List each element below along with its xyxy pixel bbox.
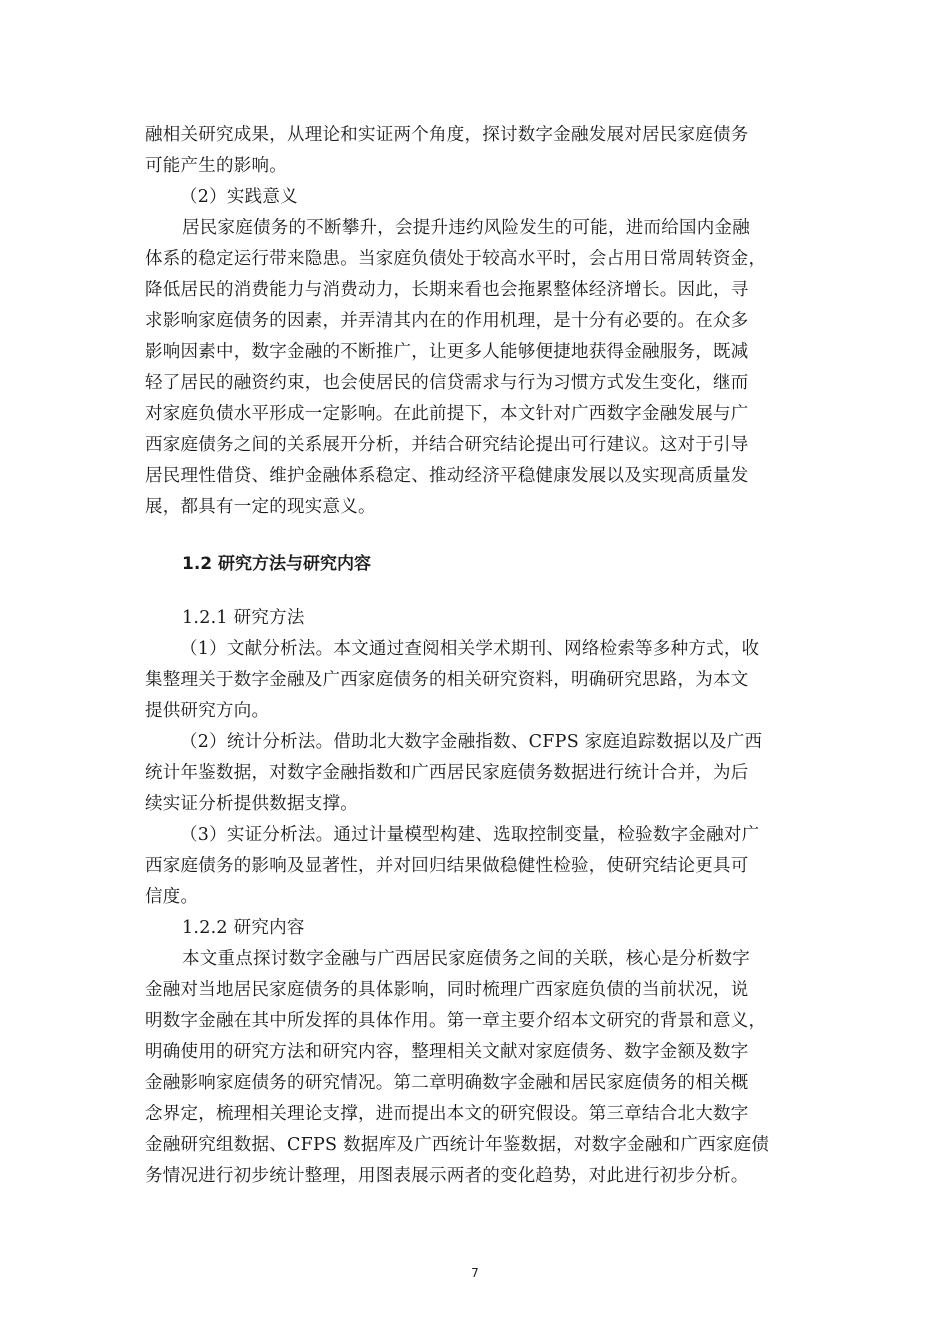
- text-line: 续实证分析提供数据支撑。: [145, 794, 358, 814]
- text-line: 西家庭债务的影响及显著性，并对回归结果做稳健性检验，使研究结论更具可: [145, 856, 749, 876]
- text-line: （3）实证分析法。通过计量模型构建、选取控制变量，检验数字金融对广: [180, 825, 760, 845]
- text-line: 明数字金融在其中所发挥的具体作用。第一章主要介绍本文研究的背景和意义，: [145, 1011, 767, 1031]
- text-line: 可能产生的影响。: [145, 156, 287, 176]
- text-line: （1）文献分析法。本文通过查阅相关学术期刊、网络检索等多种方式，收: [180, 639, 760, 659]
- text-line: 轻了居民的融资约束，也会使居民的信贷需求与行为习惯方式发生变化，继而: [145, 373, 749, 393]
- paragraph-research-significance-theory-end: [145, 120, 810, 182]
- text-line: 金融对当地居民家庭债务的具体影响，同时梳理广西家庭负债的当前状况，说: [145, 980, 749, 1000]
- paragraph-research-content: [145, 944, 810, 1192]
- text-line: 对家庭负债水平形成一定影响。在此前提下，本文针对广西数字金融发展与广: [145, 404, 749, 424]
- text-line: 金融影响家庭债务的研究情况。第二章明确数字金融和居民家庭债务的相关概: [145, 1073, 749, 1093]
- text-line: 展，都具有一定的现实意义。: [145, 497, 376, 517]
- text-line: 居民理性借贷、维护金融体系稳定、推动经济平稳健康发展以及实现高质量发: [145, 466, 749, 486]
- subsection-heading-1-2-2: 1.2.2 研究内容: [182, 918, 305, 938]
- text-line: 信度。: [145, 887, 199, 907]
- text-line: 统计年鉴数据，对数字金融指数和广西居民家庭债务数据进行统计合并，为后: [145, 763, 749, 783]
- text-line: 降低居民的消费能力与消费动力，长期来看也会拖累整体经济增长。因此，寻: [145, 280, 749, 300]
- document-body: [145, 120, 810, 1192]
- section-heading-1-2: 1.2 研究方法与研究内容: [182, 554, 372, 574]
- paragraph-statistical-analysis: [145, 727, 810, 820]
- text-line: 本文重点探讨数字金融与广西居民家庭债务之间的关联，核心是分析数字: [182, 949, 750, 969]
- text-line: 念界定，梳理相关理论支撑，进而提出本文的研究假设。第三章结合北大数字: [145, 1104, 749, 1124]
- text-line: 融相关研究成果，从理论和实证两个角度，探讨数字金融发展对居民家庭债务: [145, 125, 749, 145]
- text-line: 求影响家庭债务的因素，并弄清其内在的作用机理，是十分有必要的。在众多: [145, 311, 749, 331]
- subsection-heading-1-2-1: 1.2.1 研究方法: [182, 608, 305, 628]
- subheading-practical-significance: （2）实践意义: [180, 187, 298, 207]
- text-line: 提供研究方向。: [145, 701, 270, 721]
- text-line: 体系的稳定运行带来隐患。当家庭负债处于较高水平时，会占用日常周转资金，: [145, 249, 767, 269]
- paragraph-empirical-analysis: [145, 820, 810, 913]
- text-line: （2）统计分析法。借助北大数字金融指数、CFPS 家庭追踪数据以及广西: [180, 732, 763, 752]
- paragraph-literature-analysis: [145, 634, 810, 727]
- text-line: 明确使用的研究方法和研究内容，整理相关文献对家庭债务、数字金额及数字: [145, 1042, 749, 1062]
- text-line: 影响因素中，数字金融的不断推广，让更多人能够便捷地获得金融服务，既减: [145, 342, 749, 362]
- text-line: 居民家庭债务的不断攀升，会提升违约风险发生的可能，进而给国内金融: [182, 218, 750, 238]
- text-line: 金融研究组数据、CFPS 数据库及广西统计年鉴数据，对数字金融和广西家庭债: [145, 1135, 770, 1155]
- text-line: 务情况进行初步统计整理，用图表展示两者的变化趋势，对此进行初步分析。: [145, 1166, 749, 1186]
- text-line: 西家庭债务之间的关系展开分析，并结合研究结论提出可行建议。这对于引导: [145, 435, 749, 455]
- paragraph-practical-significance: [145, 213, 810, 523]
- text-line: 集整理关于数字金融及广西家庭债务的相关研究资料，明确研究思路，为本文: [145, 670, 749, 690]
- page-number: 7: [471, 1266, 479, 1280]
